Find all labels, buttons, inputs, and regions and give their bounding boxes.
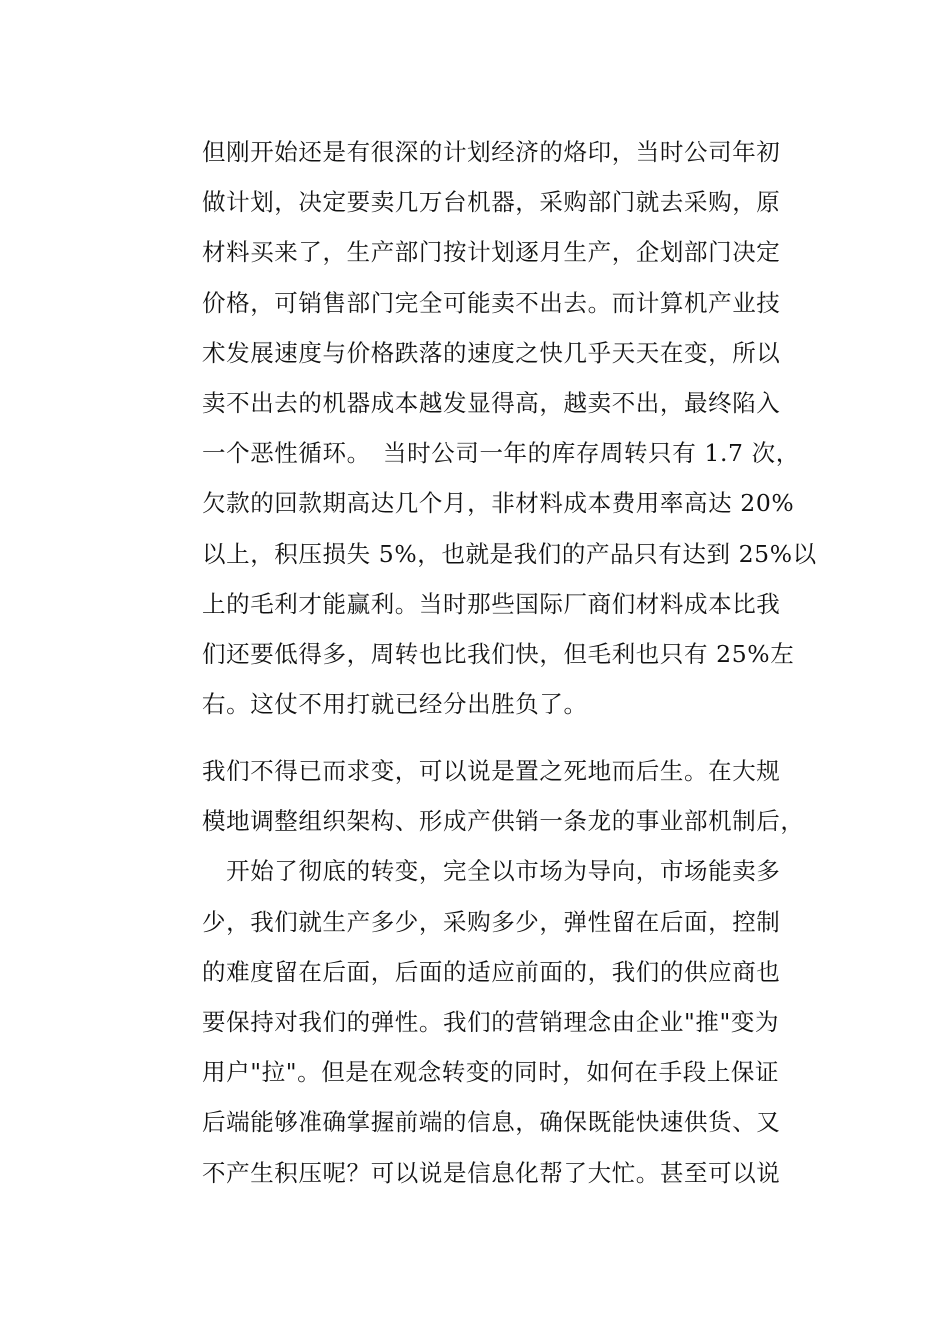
paragraph-2 — [202, 752, 805, 1204]
text-line: 卖不出去的机器成本越发显得高，越卖不出，最终陷入 — [202, 388, 781, 417]
text-line: 们还要低得多，周转也比我们快，但毛利也只有 25%左 — [202, 639, 795, 668]
text-line: 开始了彻底的转变，完全以市场为导向，市场能卖多 — [202, 857, 781, 886]
text-line: 少，我们就生产多少，采购多少，弹性留在后面，控制 — [202, 907, 781, 936]
text-line: 不产生积压呢？可以说是信息化帮了大忙。甚至可以说 — [202, 1158, 781, 1187]
text-line: 要保持对我们的弹性。我们的营销理念由企业"推"变为 — [202, 1007, 780, 1036]
text-line: 我们不得已而求变，可以说是置之死地而后生。在大规 — [202, 757, 781, 785]
text-line: 右。这仗不用打就已经分出胜负了。 — [202, 690, 588, 719]
paragraph-1 — [202, 133, 817, 735]
text-line: 的难度留在后面，后面的适应前面的，我们的供应商也 — [202, 957, 781, 986]
text-line: 材料买来了，生产部门按计划逐月生产，企划部门决定 — [202, 238, 781, 267]
text-line: 一个恶性循环。 当时公司一年的库存周转只有 1.7 次， — [202, 439, 800, 468]
text-line: 欠款的回款期高达几个月，非材料成本费用率高达 20% — [202, 489, 795, 518]
text-line: 模地调整组织架构、形成产供销一条龙的事业部机制后， — [202, 807, 805, 836]
text-line: 后端能够准确掌握前端的信息，确保既能快速供货、又 — [202, 1108, 781, 1137]
text-line: 但刚开始还是有很深的计划经济的烙印，当时公司年初 — [202, 138, 781, 166]
text-line: 价格，可销售部门完全可能卖不出去。而计算机产业技 — [202, 288, 781, 317]
text-line: 以上，积压损失 5%，也就是我们的产品只有达到 25%以 — [202, 539, 817, 568]
text-line: 做计划，决定要卖几万台机器，采购部门就去采购，原 — [202, 188, 781, 217]
text-line: 用户"拉"。但是在观念转变的同时，如何在手段上保证 — [202, 1058, 780, 1087]
text-line: 术发展速度与价格跌落的速度之快几乎天天在变，所以 — [202, 338, 781, 367]
text-line: 上的毛利才能赢利。当时那些国际厂商们材料成本比我 — [202, 589, 781, 618]
